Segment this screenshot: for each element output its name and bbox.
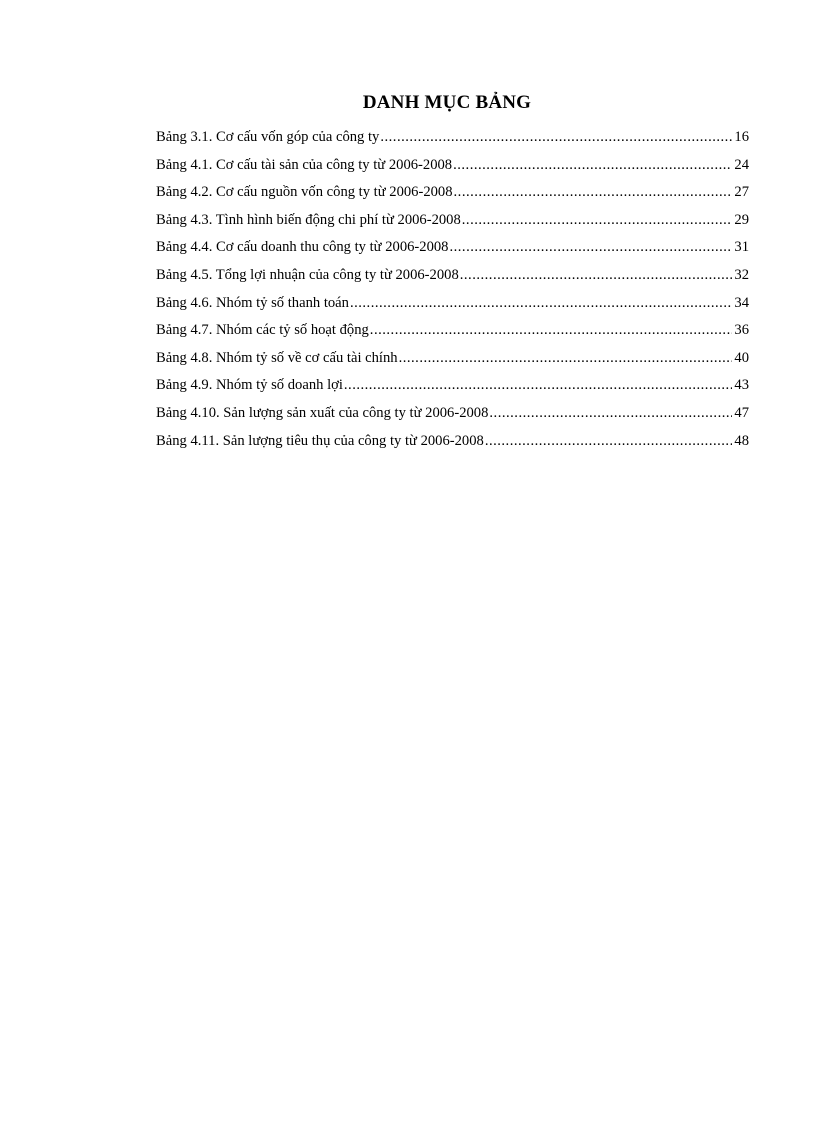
toc-entry[interactable] xyxy=(156,234,749,262)
dot-leader xyxy=(344,372,733,400)
toc-entry-page: 47 xyxy=(734,404,749,421)
toc-entry-page: 40 xyxy=(734,349,749,366)
dot-leader xyxy=(370,317,733,345)
toc-entry-label: Bảng 4.8. Nhóm tỷ số về cơ cấu tài chính xyxy=(156,349,398,366)
toc-entry-page: 31 xyxy=(734,239,749,256)
toc-entry-page: 32 xyxy=(734,266,749,283)
toc-entry[interactable] xyxy=(156,317,749,345)
toc-entry-label: Bảng 4.7. Nhóm các tỷ số hoạt động xyxy=(156,322,369,339)
toc-entry[interactable] xyxy=(156,179,749,207)
dot-leader xyxy=(453,152,732,180)
toc-entry-label: Bảng 4.4. Cơ cấu doanh thu công ty từ 2006-2008 xyxy=(156,239,449,256)
toc-entry-label: Bảng 4.1. Cơ cấu tài sản của công ty từ 2006-2008 xyxy=(156,156,453,173)
toc-entry[interactable] xyxy=(156,152,749,180)
toc-entry-page: 48 xyxy=(734,432,749,449)
dot-leader xyxy=(454,179,733,207)
dot-leader xyxy=(485,428,733,456)
dot-leader xyxy=(460,262,733,290)
dot-leader xyxy=(380,124,732,152)
toc-entry-page: 43 xyxy=(734,377,749,394)
dot-leader xyxy=(350,290,732,318)
toc-entry[interactable] xyxy=(156,207,749,235)
dot-leader xyxy=(449,234,732,262)
toc-entry[interactable] xyxy=(156,345,749,373)
toc-entry-page: 16 xyxy=(734,129,749,145)
toc-entry-page: 34 xyxy=(734,294,749,311)
toc-entry-label: Bảng 3.1. Cơ cấu vốn góp của công ty xyxy=(156,129,380,145)
toc-entry-label: Bảng 4.11. Sản lượng tiêu thụ của công ty từ 2006-2008 xyxy=(156,432,484,449)
toc-entry-page: 27 xyxy=(734,184,749,201)
toc-entry-label: Bảng 4.3. Tình hình biến động chi phí từ 2006-2008 xyxy=(156,211,461,228)
toc-entry-label: Bảng 4.2. Cơ cấu nguồn vốn công ty từ 2006-2008 xyxy=(156,184,453,201)
toc-entry-label: Bảng 4.10. Sản lượng sản xuất của công ty từ 2006-2008 xyxy=(156,404,489,421)
dot-leader xyxy=(489,400,732,428)
toc-entry[interactable] xyxy=(156,400,749,428)
dot-leader xyxy=(462,207,733,235)
toc-entry[interactable] xyxy=(156,262,749,290)
toc-entry-page: 24 xyxy=(734,156,749,173)
toc-entry-label: Bảng 4.6. Nhóm tỷ số thanh toán xyxy=(156,294,349,311)
toc-entry[interactable] xyxy=(156,124,749,152)
toc-entry[interactable] xyxy=(156,428,749,456)
toc-entry-page: 29 xyxy=(734,211,749,228)
toc-entry[interactable] xyxy=(156,372,749,400)
table-of-tables xyxy=(156,124,749,455)
toc-entry[interactable] xyxy=(156,290,749,318)
page-title: DANH MỤC BẢNG xyxy=(362,92,532,113)
toc-entry-label: Bảng 4.9. Nhóm tỷ số doanh lợi xyxy=(156,377,343,394)
dot-leader xyxy=(399,345,733,373)
toc-entry-page: 36 xyxy=(734,322,749,339)
toc-entry-label: Bảng 4.5. Tổng lợi nhuận của công ty từ 2006-2008 xyxy=(156,266,459,283)
